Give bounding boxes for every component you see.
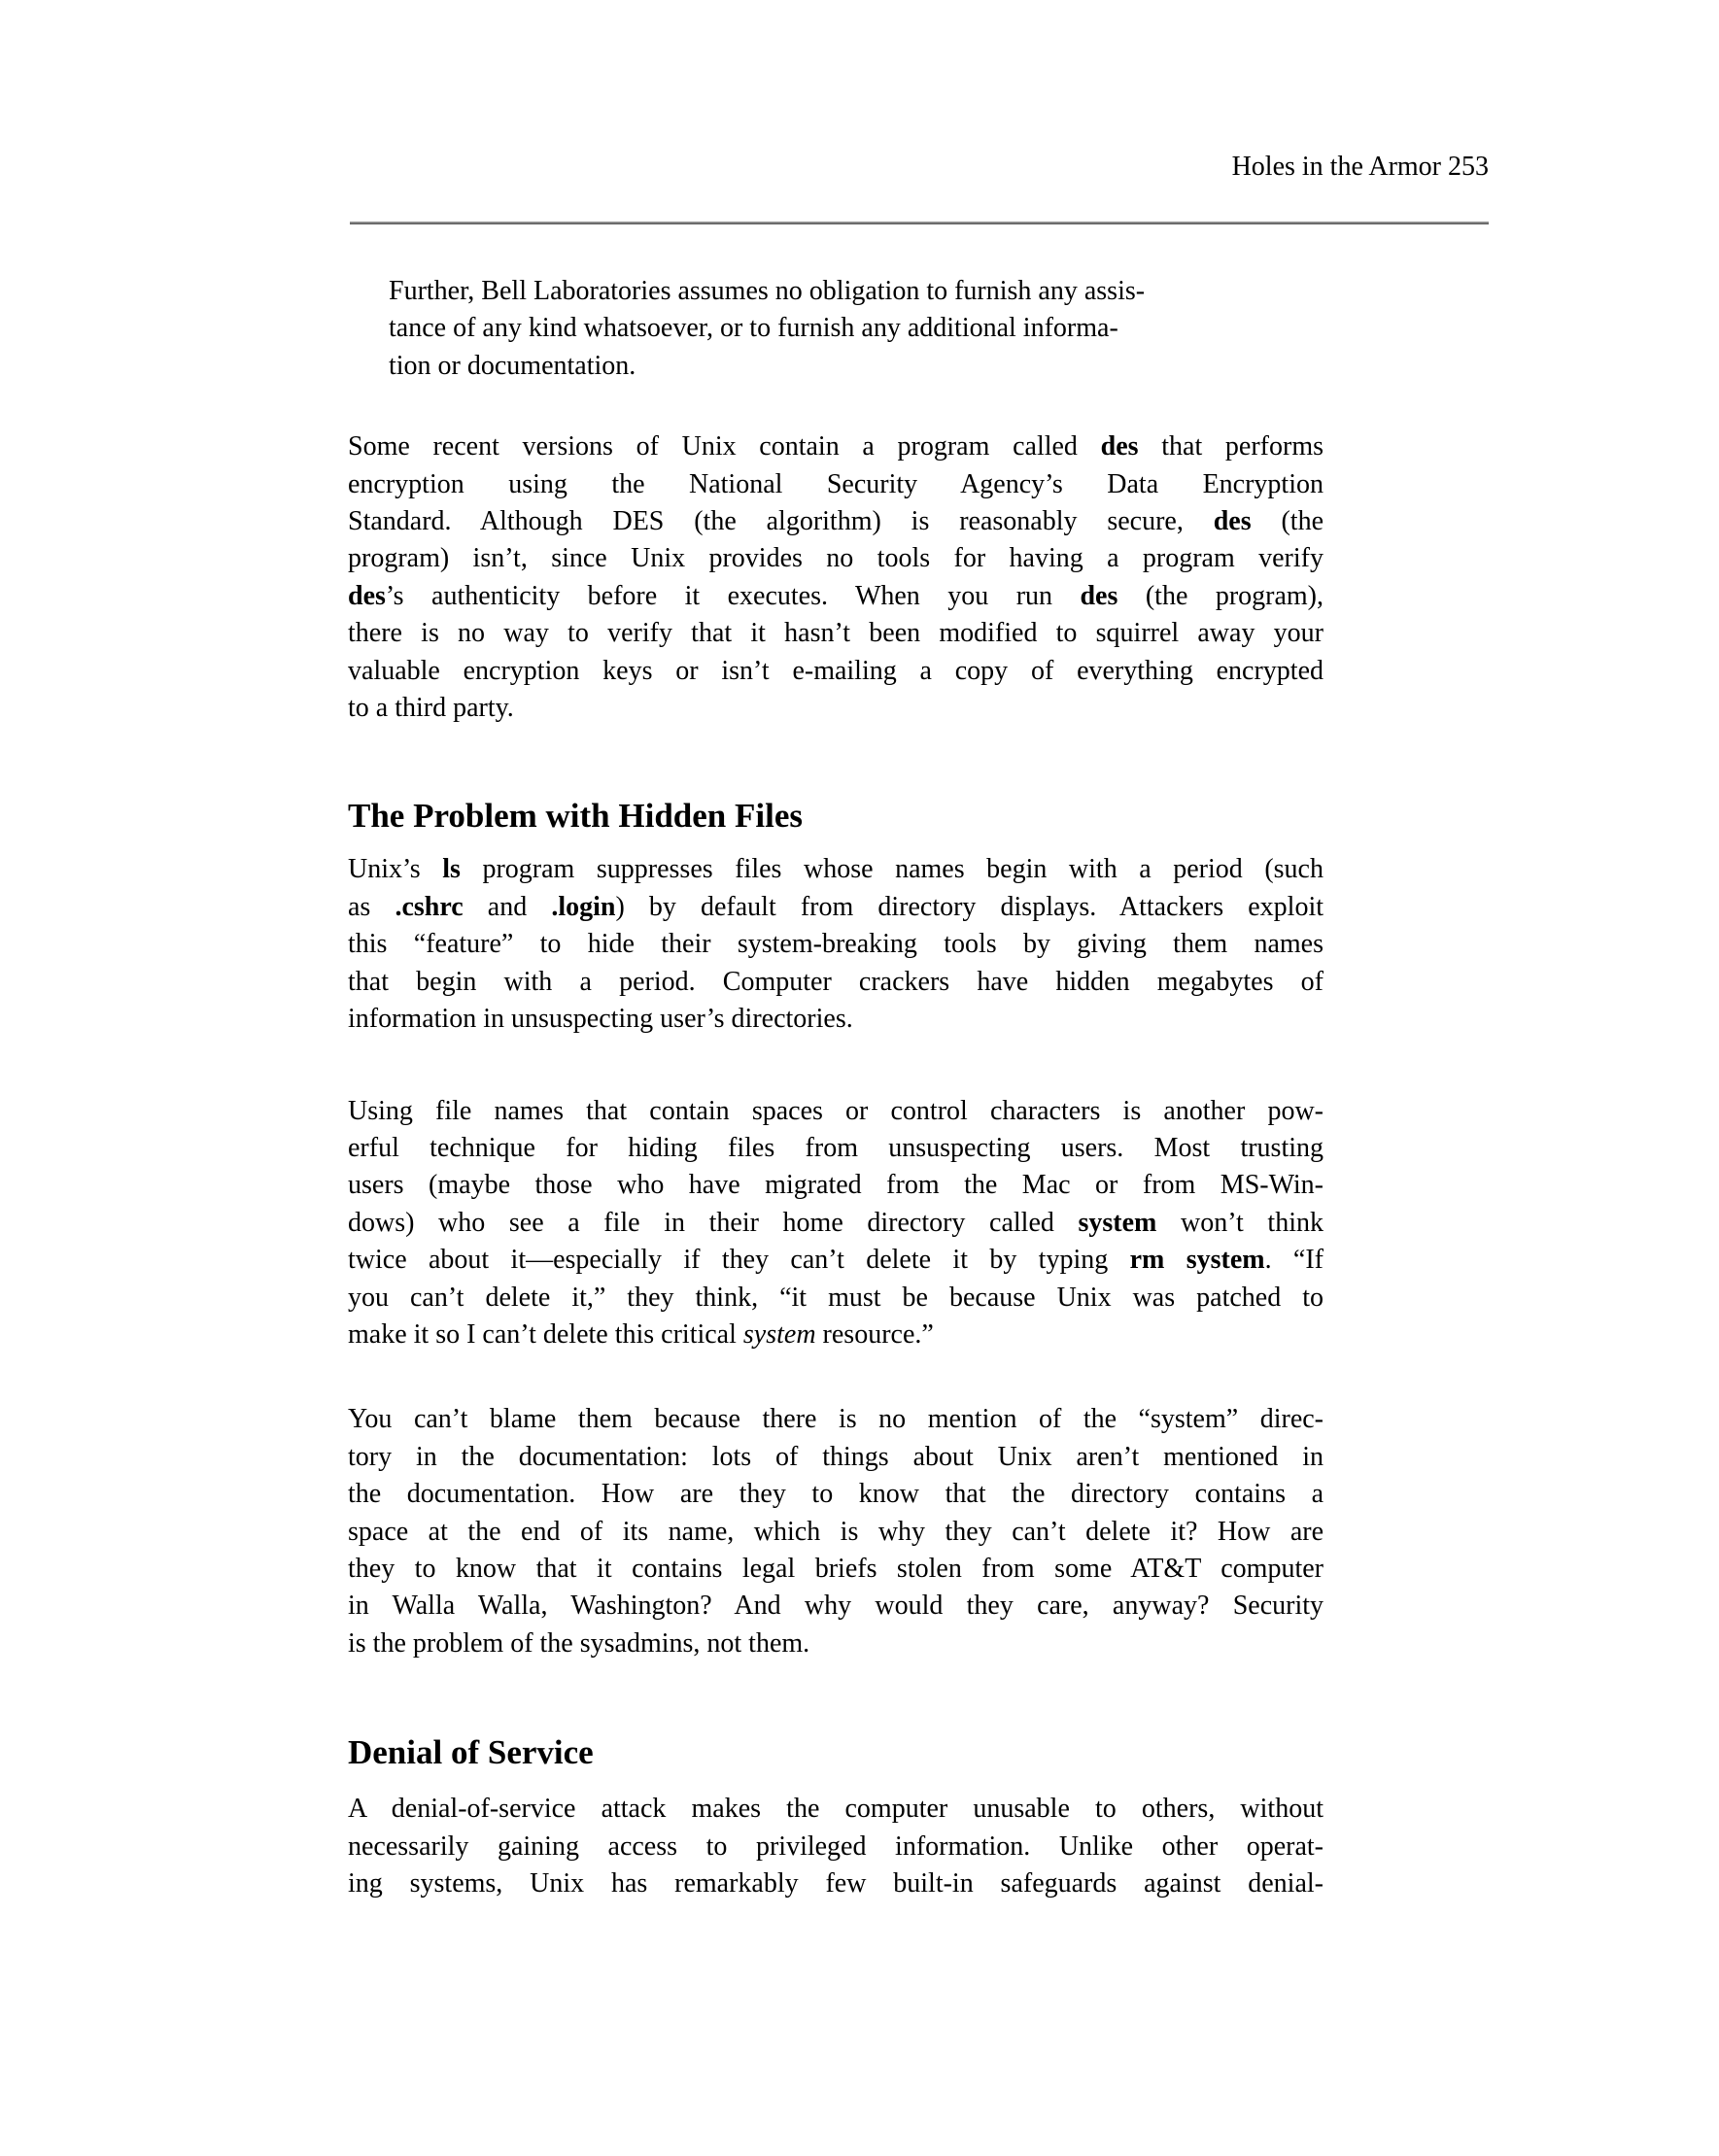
- text-line: [348, 466, 1324, 503]
- text-run: twice about it—especially if they can’t delete it by typing: [348, 1245, 1130, 1276]
- text-line: [348, 1130, 1324, 1167]
- text-line: [348, 428, 1324, 465]
- text-run: Further, Bell Laboratories assumes no obligation to furnish any assis-: [389, 276, 1146, 306]
- text-line: [348, 851, 1324, 888]
- text-line: [348, 1317, 1324, 1353]
- text-run: space at the end of its name, which is why they can’t delete it? How are: [348, 1516, 1324, 1547]
- bold-term: des: [348, 580, 386, 611]
- text-line: [348, 926, 1324, 963]
- text-run: that performs: [1138, 431, 1324, 462]
- text-line: [348, 690, 1324, 727]
- text-line: [348, 1829, 1324, 1865]
- text-run: to a third party.: [348, 693, 514, 724]
- text-run: is the problem of the sysadmins, not them.: [348, 1627, 810, 1659]
- text-line: [389, 310, 1289, 347]
- text-line: [348, 1439, 1324, 1476]
- text-line: [348, 1001, 1324, 1038]
- text-line: [348, 1280, 1324, 1317]
- text-run: that begin with a period. Computer crackers have hidden megabytes of: [348, 966, 1324, 997]
- text-run: this “feature” to hide their system-breaking tools by giving them names: [348, 929, 1324, 960]
- text-line: [348, 615, 1324, 652]
- text-line: [389, 348, 1289, 385]
- body-column: [348, 0, 1324, 1902]
- text-line: [348, 1514, 1324, 1551]
- paragraph-des-encryption: [348, 428, 1324, 727]
- text-run: tory in the documentation: lots of things about Unix aren’t mentioned in: [348, 1441, 1324, 1472]
- blockquote-bell-labs: [389, 273, 1289, 385]
- text-run: ’s authenticity before it executes. When you run: [385, 580, 1081, 611]
- text-line: [348, 578, 1324, 615]
- bold-term: rm system: [1129, 1245, 1265, 1276]
- bold-term: ls: [442, 854, 461, 885]
- bold-term: des: [1080, 580, 1118, 611]
- text-line: [348, 1093, 1324, 1130]
- text-run: ) by default from directory displays. Attackers exploit: [615, 891, 1324, 922]
- section-heading-hidden-files: The Problem with Hidden Files: [348, 797, 803, 836]
- text-run: You can’t blame them because there is no mention of the “system” direc-: [348, 1404, 1324, 1435]
- paragraph-denial-of-service: [348, 1791, 1324, 1902]
- bold-term: system: [1078, 1207, 1157, 1238]
- text-run: information in unsuspecting user’s directories.: [348, 1004, 853, 1035]
- text-line: [348, 1476, 1324, 1513]
- paragraph-file-names-spaces: [348, 1093, 1324, 1354]
- text-run: Unix’s: [348, 854, 443, 885]
- text-line: [348, 1791, 1324, 1828]
- text-line: [348, 1865, 1324, 1902]
- text-run: tion or documentation.: [389, 350, 636, 381]
- text-line: [348, 540, 1324, 577]
- text-run: necessarily gaining access to privileged information. Unlike other operat-: [348, 1831, 1324, 1862]
- bold-term: .login: [551, 891, 616, 922]
- text-line: [348, 1551, 1324, 1588]
- text-run: resource.”: [815, 1318, 934, 1350]
- text-run: in Walla Walla, Washington? And why would they care, anyway? Security: [348, 1591, 1324, 1622]
- text-line: [348, 653, 1324, 690]
- text-run: A denial-of-service attack makes the computer unusable to others, without: [348, 1794, 1324, 1825]
- bold-term: .cshrc: [395, 891, 464, 922]
- text-line: [348, 1242, 1324, 1279]
- text-line: [348, 964, 1324, 1001]
- text-run: program suppresses files whose names begin with a period (such: [460, 854, 1324, 885]
- text-run: program) isn’t, since Unix provides no tools for having a program verify: [348, 543, 1324, 574]
- paragraph-cant-blame-them: [348, 1401, 1324, 1662]
- text-run: . “If: [1264, 1245, 1324, 1276]
- text-run: you can’t delete it,” they think, “it must be because Unix was patched to: [348, 1282, 1324, 1313]
- text-run: and: [463, 891, 552, 922]
- text-line: [348, 1401, 1324, 1438]
- text-run: as: [348, 891, 395, 922]
- italic-term: system: [742, 1318, 816, 1350]
- text-run: there is no way to verify that it hasn’t been modified to squirrel away your: [348, 618, 1324, 649]
- text-run: Using file names that contain spaces or control characters is another pow-: [348, 1095, 1324, 1126]
- text-run: erful technique for hiding files from unsuspecting users. Most trusting: [348, 1132, 1324, 1163]
- text-run: (the program),: [1117, 580, 1324, 611]
- text-run: tance of any kind whatsoever, or to furnish any additional informa-: [389, 313, 1118, 344]
- section-heading-denial-of-service: Denial of Service: [348, 1733, 594, 1772]
- text-run: the documentation. How are they to know that the directory contains a: [348, 1479, 1324, 1510]
- text-run: ing systems, Unix has remarkably few built-in safeguards against denial-: [348, 1868, 1324, 1899]
- text-run: dows) who see a file in their home directory called: [348, 1207, 1079, 1238]
- text-line: [348, 1626, 1324, 1662]
- text-line: [389, 273, 1289, 310]
- text-run: valuable encryption keys or isn’t e-mailing a copy of everything encrypted: [348, 655, 1324, 686]
- text-run: make it so I can’t delete this critical: [348, 1318, 743, 1350]
- running-head: Holes in the Armor 253: [1231, 152, 1489, 182]
- text-line: [348, 503, 1324, 540]
- text-line: [348, 1167, 1324, 1204]
- text-run: users (maybe those who have migrated from the Mac or from MS-Win-: [348, 1170, 1324, 1201]
- text-line: [348, 1588, 1324, 1625]
- text-run: won’t think: [1156, 1207, 1324, 1238]
- paragraph-ls-hidden-files: [348, 851, 1324, 1038]
- text-run: encryption using the National Security Agency’s Data Encryption: [348, 468, 1324, 499]
- bold-term: des: [1213, 506, 1252, 537]
- text-run: Some recent versions of Unix contain a program called: [348, 431, 1101, 462]
- text-line: [348, 1205, 1324, 1242]
- text-line: [348, 889, 1324, 926]
- text-run: Standard. Although DES (the algorithm) is reasonably secure,: [348, 506, 1214, 537]
- text-run: they to know that it contains legal briefs stolen from some AT&T computer: [348, 1553, 1324, 1584]
- bold-term: des: [1100, 431, 1139, 462]
- text-run: (the: [1251, 506, 1324, 537]
